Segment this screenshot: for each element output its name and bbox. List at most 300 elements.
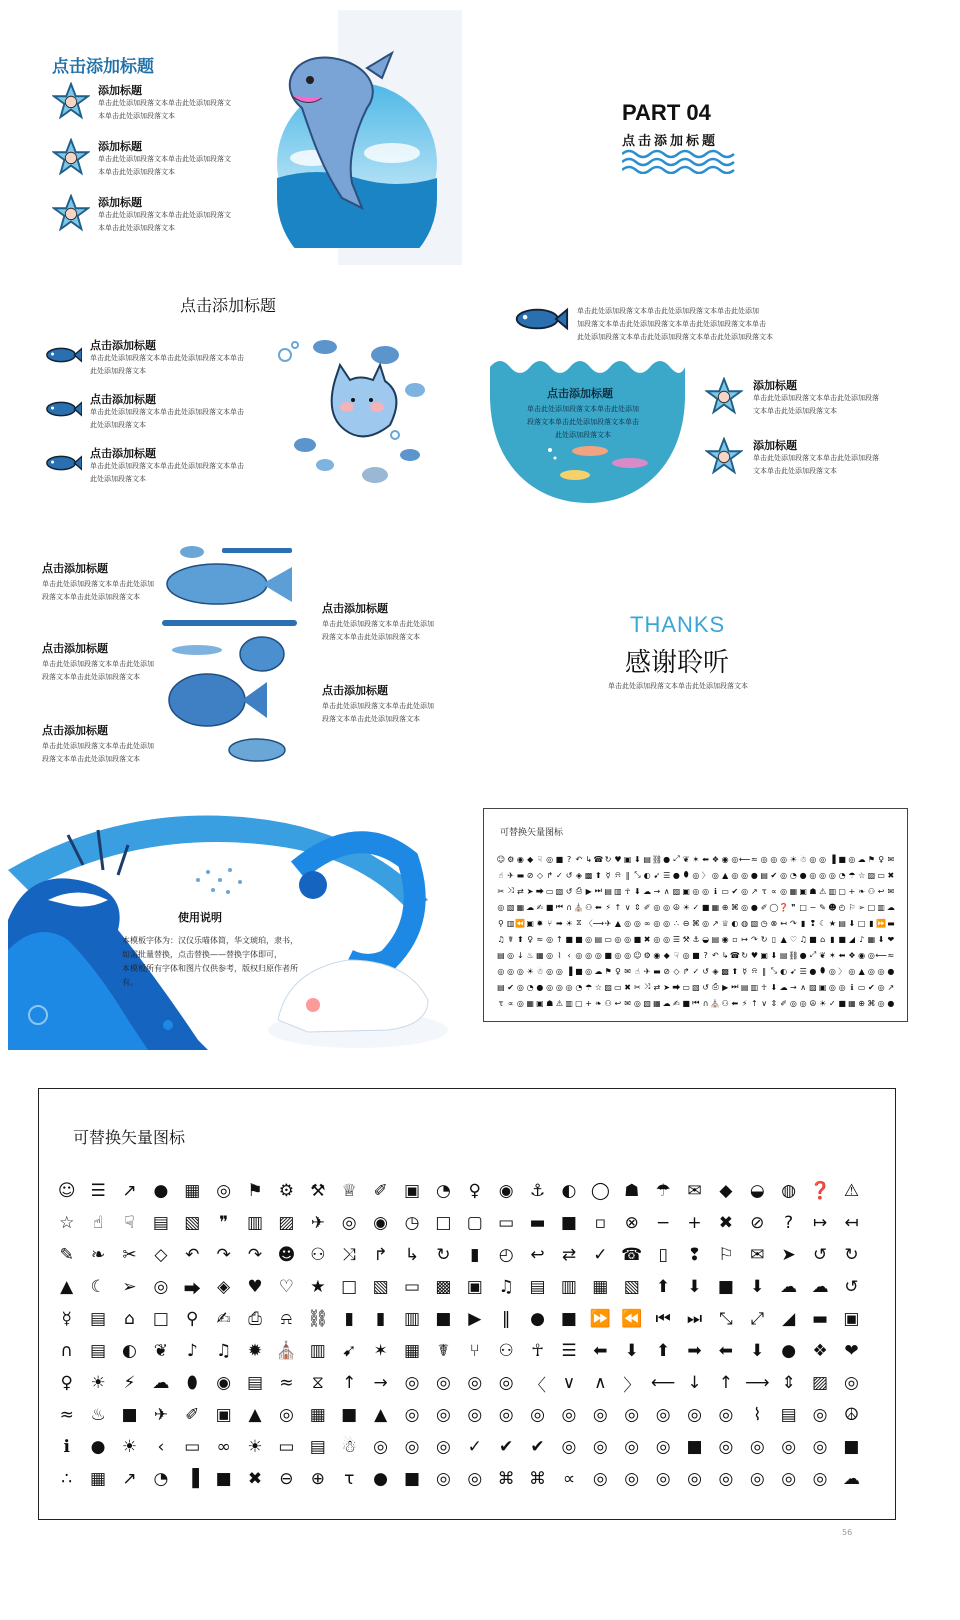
vector-icon: ✉	[750, 1245, 765, 1265]
vector-icon: ☀	[682, 902, 690, 912]
vector-icon: ▦	[867, 934, 876, 944]
vector-icon: ✔	[530, 1437, 545, 1457]
vector-icon: ▤	[90, 1309, 107, 1329]
vector-icon: ▦	[184, 1181, 201, 1201]
vector-icon: ▨	[604, 982, 612, 992]
vector-icon: ☁	[594, 966, 603, 976]
dolphin-illustration	[272, 48, 442, 248]
vector-icon: ◎	[561, 1405, 577, 1425]
vector-icon: ▤	[779, 950, 788, 960]
vector-icon: ▣	[682, 886, 690, 896]
vector-icon: ❓	[809, 1181, 831, 1201]
vector-icon: ◎	[867, 966, 875, 976]
vector-icon: ▤	[594, 934, 603, 944]
vector-icon: ❦	[819, 950, 826, 960]
vector-icon: ⊖	[682, 918, 690, 928]
vector-icon: ◐	[122, 1341, 137, 1361]
vector-icon: ◎	[877, 998, 885, 1008]
vector-icon: ▣	[526, 918, 534, 928]
vector-icon: ▭	[857, 982, 866, 992]
vector-icon: ⟵	[875, 950, 887, 960]
vector-icon: ⬇	[848, 918, 856, 928]
vector-icon: ✉	[887, 854, 895, 864]
vector-icon: ⮕	[183, 1279, 201, 1300]
vector-icon: ■	[838, 854, 846, 864]
vector-icon: ⬅	[838, 950, 846, 960]
vector-icon: ☃	[341, 1437, 357, 1457]
vector-icon: ✈	[310, 1213, 325, 1233]
vector-icon: ◎	[498, 1405, 514, 1425]
vector-icon: ☁	[662, 998, 671, 1008]
slide-1	[30, 10, 470, 265]
vector-icon: ❞	[791, 902, 796, 912]
vector-icon: ■	[545, 902, 554, 912]
vector-icon: ✓	[692, 966, 700, 976]
vector-icon: ▦	[90, 1469, 107, 1489]
vector-icon: ☂	[655, 1181, 671, 1201]
vector-icon: ◎	[655, 1469, 671, 1489]
vector-icon: ✓	[593, 1245, 608, 1265]
vector-icon: ▥	[614, 886, 622, 896]
vector-icon: ▤	[529, 1277, 546, 1297]
vector-icon: ✉	[624, 998, 631, 1008]
item-line: 单击此处添加段落文本单击此处添加段落文	[98, 211, 231, 219]
vector-icon: ◉	[216, 1373, 232, 1393]
vector-icon: ▦	[526, 998, 534, 1008]
vector-icon: ◇	[673, 966, 680, 976]
vector-icon: ↓	[687, 1373, 702, 1393]
vector-icon: ⍾	[615, 870, 621, 879]
vector-icon: ▧	[643, 998, 651, 1008]
vector-icon: ●	[809, 966, 817, 976]
vector-icon: ⛓	[651, 854, 662, 864]
vector-icon: ⚲	[497, 918, 504, 928]
vector-icon: ☀	[819, 998, 827, 1008]
vector-icon: ⏪	[621, 1309, 643, 1329]
slide3-item-2	[44, 391, 284, 435]
vector-icon: ●	[153, 1181, 169, 1201]
vector-icon: ?	[703, 950, 708, 960]
item-line: 单击此处添加段落文本单击此处添加	[322, 620, 434, 628]
vector-icon: ◎	[718, 1405, 734, 1425]
vector-icon: ◎	[585, 966, 593, 976]
vector-icon: ✖	[718, 1213, 734, 1233]
vector-icon: ◎	[663, 934, 671, 944]
vector-icon: ⇕	[634, 902, 641, 912]
vector-icon: ♀	[614, 966, 621, 976]
vector-icon: ⚑	[604, 966, 612, 976]
vector-icon: ♨	[90, 1405, 106, 1425]
vector-icon: ▥	[565, 998, 573, 1008]
vector-icon: ✐	[643, 902, 651, 912]
vector-icon: ⬆	[595, 870, 602, 880]
vector-icon: ◎	[624, 934, 632, 944]
vector-icon: ◎	[624, 1437, 640, 1457]
item-line: 此处添加段落文本	[90, 367, 146, 375]
star-icon	[705, 377, 743, 415]
vector-icon: ▭	[682, 982, 690, 992]
vector-icon: ☤	[437, 1341, 450, 1361]
vector-icon: ■	[843, 1437, 860, 1457]
vector-icon: ⚇	[498, 1341, 514, 1361]
vector-icon: ◎	[741, 902, 749, 912]
vector-icon: ℹ	[850, 982, 854, 992]
vector-icon: ☁	[779, 982, 788, 992]
vector-icon: ◎	[809, 854, 817, 864]
vector-icon: ▦	[848, 998, 856, 1008]
vector-icon: ◎	[663, 902, 671, 912]
vector-icon: ∴	[61, 1469, 73, 1489]
vector-icon: ▤	[643, 854, 651, 864]
vector-icon: ◎	[760, 854, 768, 864]
vector-icon: ◎	[749, 1437, 765, 1457]
vector-icon: ☻	[828, 902, 837, 912]
vector-icon: ♀	[527, 934, 534, 944]
slide-4	[485, 295, 915, 510]
vector-icon: ◎	[546, 934, 554, 944]
vector-icon: ●	[799, 870, 807, 880]
vector-icon: ⚇	[585, 902, 593, 912]
vector-icon: ⬆	[655, 1341, 671, 1361]
vector-icon: ◎	[153, 1277, 169, 1297]
vector-icon: ⬇	[877, 934, 885, 944]
vector-icon: ⎙	[712, 982, 719, 991]
vector-icon: ↑	[556, 934, 563, 944]
vector-icon: ☂	[585, 982, 593, 992]
small-icon-grid	[496, 851, 896, 1011]
vector-icon: ▲	[374, 1405, 388, 1425]
vector-icon: ◢	[782, 1309, 796, 1329]
vector-icon: 〉	[701, 870, 710, 880]
vector-icon: □	[152, 1309, 169, 1329]
vector-icon: ▲	[780, 934, 787, 944]
vector-icon: ◆	[719, 1181, 733, 1201]
vector-icon: ⬇	[770, 950, 778, 960]
vector-icon: ☎	[729, 950, 740, 960]
vector-icon: +	[848, 886, 856, 896]
vector-icon: ◎	[516, 966, 524, 976]
vector-icon: ✈	[153, 1405, 168, 1425]
vector-icon: ☾	[819, 918, 827, 928]
vector-icon: ✓	[692, 902, 700, 912]
wave-illustration	[8, 810, 468, 1050]
vector-icon: ?	[567, 854, 572, 864]
vector-icon: ▭	[403, 1277, 421, 1297]
vector-icon: ✓	[556, 870, 563, 880]
vector-icon: ℹ	[713, 886, 717, 896]
vector-icon: ◴	[838, 902, 846, 912]
vector-icon: ▮	[830, 934, 835, 944]
vector-icon: ♥	[750, 950, 758, 960]
vector-icon: ▲	[858, 966, 865, 976]
vector-icon: ▦	[592, 1277, 609, 1297]
vector-icon: ❧	[858, 886, 865, 896]
vector-icon: ⊘	[663, 966, 670, 976]
vector-icon: ☟	[673, 950, 679, 960]
item-title: 点击添加标题	[42, 642, 108, 655]
vector-icon: ☿	[742, 966, 748, 976]
item-line: 段落文本单击此处添加段落文本	[322, 633, 420, 641]
vector-icon: ◷	[760, 918, 768, 928]
vector-icon: ◆	[663, 950, 670, 960]
vector-icon: ⤨	[643, 982, 651, 991]
vector-icon: ❧	[595, 998, 602, 1008]
thanks-chinese: 感谢聆听	[625, 648, 730, 678]
usage-line: 本模板字体为：汉仪乐喵体简，华文琥珀，隶书，	[122, 936, 298, 945]
vector-icon: ❞	[219, 1213, 229, 1233]
vector-icon: ◎	[682, 950, 690, 960]
vector-icon: ⌂	[820, 934, 826, 944]
usage-line: 有。	[122, 978, 138, 987]
usage-line: 本模板所有字体和图片仅供参考，版权归原作者所	[122, 964, 298, 973]
vector-icon: □	[799, 902, 807, 912]
vector-icon: ⚑	[247, 1181, 263, 1201]
vector-icon: ➤	[663, 982, 670, 992]
vector-icon: ▦	[516, 902, 525, 912]
vector-icon: +	[687, 1213, 702, 1233]
slide1-item-2	[52, 138, 272, 188]
vector-icon: ✉	[624, 966, 631, 976]
vector-icon: ◎	[828, 870, 836, 880]
vector-icon: ■	[686, 1437, 703, 1457]
vector-icon: ☺	[57, 1181, 76, 1201]
vector-icon: ∝	[771, 886, 777, 896]
vector-icon: ■	[565, 934, 573, 944]
vector-icon: ♀	[878, 854, 885, 864]
vector-icon: ✈	[604, 918, 612, 928]
vector-icon: ▣	[403, 1181, 421, 1201]
vector-icon: ∴	[673, 918, 679, 928]
vector-icon: ≈	[887, 950, 895, 960]
item-line: 单击此处添加段落文本单击此处添加段落文本单击	[90, 408, 244, 416]
vector-icon: ➡	[556, 918, 563, 928]
vector-icon: ●	[750, 870, 758, 880]
vector-icon: ▲	[614, 918, 621, 928]
vector-icon: ◎	[594, 950, 602, 960]
vector-icon: ◷	[404, 1213, 420, 1233]
vector-icon: ⤢	[750, 1309, 765, 1329]
item-line: 此处添加段落文本	[90, 421, 146, 429]
vector-icon: ◎	[781, 1437, 797, 1457]
vector-icon: ◎	[516, 998, 524, 1008]
slide-3	[30, 285, 460, 505]
vector-icon: ◎	[633, 918, 641, 928]
vector-icon: ⬇	[634, 886, 641, 896]
vector-icon: ▤	[497, 950, 505, 960]
vector-icon: −	[655, 1213, 671, 1233]
vector-icon: ◎	[718, 1469, 734, 1489]
vector-icon: ▤	[838, 918, 846, 928]
vector-icon: ◎	[530, 1405, 545, 1425]
vector-icon: ✎	[819, 902, 826, 912]
vector-icon: ‖	[625, 870, 630, 880]
vector-icon: ◎	[812, 1405, 828, 1425]
vector-icon: ★	[828, 918, 836, 928]
vector-icon: ▶	[722, 982, 729, 992]
vector-icon: ●	[672, 870, 680, 880]
vector-icon: ▣	[843, 1309, 860, 1329]
page-number: 56	[842, 1528, 853, 1537]
vector-icon: ◎	[828, 982, 836, 992]
vector-icon: ◎	[780, 870, 788, 880]
vector-icon: ◎	[565, 982, 573, 992]
vector-icon: ∩	[566, 902, 573, 912]
vector-icon: ◇	[154, 1245, 168, 1265]
vector-icon: ▶	[585, 886, 592, 896]
vector-icon: ⍾	[280, 1309, 293, 1329]
vector-icon: ◒	[702, 934, 710, 944]
vector-icon: ◎	[435, 1405, 451, 1425]
vector-icon: ⛪	[710, 998, 721, 1008]
vector-icon: ↗	[122, 1181, 137, 1201]
vector-icon: ▭	[877, 870, 885, 880]
item-line: 单击此处添加段落文本单击此处添加段落	[753, 454, 879, 462]
vector-icon: ▧	[692, 982, 700, 992]
vector-icon: ⟵	[738, 854, 751, 864]
vector-icon: ◎	[555, 966, 563, 976]
vector-icon: ◯	[590, 1181, 610, 1201]
vector-icon: ⇕	[781, 1373, 796, 1393]
vector-icon: ⚇	[867, 886, 875, 896]
vector-icon: ◎	[867, 950, 875, 960]
vector-icon: ◎	[663, 918, 671, 928]
vector-icon: ■	[701, 902, 710, 912]
vector-icon: ❦	[682, 854, 690, 864]
bowl-line: 此处添加段落文本	[555, 431, 611, 439]
vector-icon: ☃	[536, 966, 544, 976]
vector-icon: ⛪	[275, 1341, 298, 1361]
slide1-heading: 点击添加标题	[52, 57, 154, 77]
vector-icon: ◈	[575, 870, 582, 880]
item-line: 单击此处添加段落文本单击此处添加段落文本单击	[90, 354, 244, 362]
vector-icon: ☎	[621, 1245, 643, 1265]
vector-icon: ▨	[278, 1213, 295, 1233]
vector-icon: ≈	[279, 1373, 294, 1393]
vector-icon: ☰	[799, 966, 807, 976]
vector-icon: 〈	[584, 918, 593, 928]
vector-icon: ▣	[215, 1405, 232, 1425]
vector-icon: ◎	[546, 982, 554, 992]
vector-icon: ☀	[789, 854, 797, 864]
vector-icon: ⚠	[819, 886, 827, 896]
star-icon	[705, 437, 743, 475]
vector-icon: ◎	[799, 998, 807, 1008]
slide3-item-3	[44, 445, 284, 489]
vector-icon: ◎	[828, 966, 836, 976]
vector-icon: ⬅	[702, 854, 709, 864]
vector-icon: ▮	[470, 1245, 480, 1265]
vector-icon: ◎	[809, 870, 817, 880]
item-line: 单击此处添加段落文本单击此处添加	[322, 702, 434, 710]
vector-icon: ↷	[247, 1245, 263, 1265]
vector-icon: ✶	[829, 950, 836, 960]
vector-icon: ↶	[575, 854, 583, 864]
vector-icon: ▥	[403, 1309, 421, 1329]
vector-icon: ⊕	[858, 998, 865, 1008]
item-line: 单击此处添加段落文本单击此处添加	[42, 580, 154, 588]
vector-icon: ◎	[848, 854, 856, 864]
vector-icon: ✹	[247, 1341, 263, 1361]
vector-icon: ◎	[655, 1437, 671, 1457]
vector-icon: ◎	[653, 934, 661, 944]
vector-icon: ◎	[435, 1437, 451, 1457]
vector-icon: ✔	[731, 886, 739, 896]
vector-icon: ▢	[838, 886, 846, 896]
vector-icon: ✹	[536, 918, 544, 928]
vector-icon: ▫	[732, 934, 738, 944]
vector-icon: ⚐	[718, 1245, 734, 1265]
vector-icon: ♨	[526, 950, 534, 960]
vector-icon: ↻	[760, 934, 768, 944]
vector-icon: ▣	[623, 854, 632, 864]
vector-icon: ◎	[780, 886, 788, 896]
vector-icon: ◎	[555, 982, 563, 992]
vector-icon: ◎	[373, 1437, 389, 1457]
vector-icon: ✍	[673, 998, 680, 1008]
vector-icon: ✐	[760, 902, 768, 912]
thanks-label: THANKS	[630, 612, 726, 637]
vector-icon: □	[341, 1277, 358, 1297]
vector-icon: 〉	[623, 1375, 641, 1396]
vector-icon: ⮕	[535, 886, 544, 896]
vector-icon: ◎	[877, 982, 885, 992]
vector-icon: ▤	[740, 982, 749, 992]
vector-icon: ◉	[653, 950, 661, 960]
vector-icon: ◎	[692, 886, 700, 896]
vector-icon: ◎	[592, 1469, 608, 1489]
vector-icon: ☟	[537, 854, 543, 864]
vector-icon: ⌘	[497, 1469, 515, 1489]
part-subtitle: 点击添加标题	[622, 134, 719, 149]
vector-icon: ■	[604, 950, 612, 960]
vector-icon: ☎	[593, 854, 604, 864]
vector-icon: ▤	[309, 1437, 326, 1457]
vector-icon: ■	[121, 1405, 138, 1425]
vector-icon: ▩	[435, 1277, 452, 1297]
vector-icon: ⬇	[750, 1341, 765, 1361]
wave-decoration	[622, 148, 737, 174]
vector-icon: ↗	[122, 1469, 137, 1489]
item-line: 此处添加段落文本	[90, 475, 146, 483]
vector-icon: ⬇	[687, 1277, 702, 1297]
vector-icon: ↺	[812, 1245, 828, 1265]
vector-icon: ♡	[278, 1277, 295, 1297]
vector-icon: ↻	[436, 1245, 451, 1265]
vector-icon: ◎	[624, 950, 632, 960]
vector-icon: ↺	[702, 966, 709, 976]
vector-icon: ↺	[565, 870, 573, 880]
vector-icon: ☁	[643, 886, 652, 896]
item-title: 点击添加标题	[42, 724, 108, 737]
vector-icon: ⚲	[186, 1309, 199, 1329]
vector-icon: ■	[560, 1213, 577, 1233]
vector-icon: ⬆	[517, 934, 524, 944]
vector-icon: ♀	[60, 1373, 73, 1393]
vector-icon: ▬	[887, 918, 895, 928]
vector-icon: ■	[838, 998, 846, 1008]
vector-icon: ■	[575, 934, 583, 944]
vector-icon: ⚠	[843, 1181, 860, 1201]
vector-icon: ▐	[829, 854, 836, 864]
vector-icon: ▧	[555, 886, 564, 896]
vector-icon: ◎	[404, 1373, 420, 1393]
vector-icon: ⤡	[770, 966, 778, 975]
item-line: 单击此处添加段落文本单击此处添加段落文	[98, 155, 231, 163]
vector-icon: ▣	[760, 950, 768, 960]
vector-icon: ♕	[721, 918, 729, 928]
vector-icon: ◎	[624, 1469, 640, 1489]
vector-icon: ♥	[247, 1277, 263, 1297]
